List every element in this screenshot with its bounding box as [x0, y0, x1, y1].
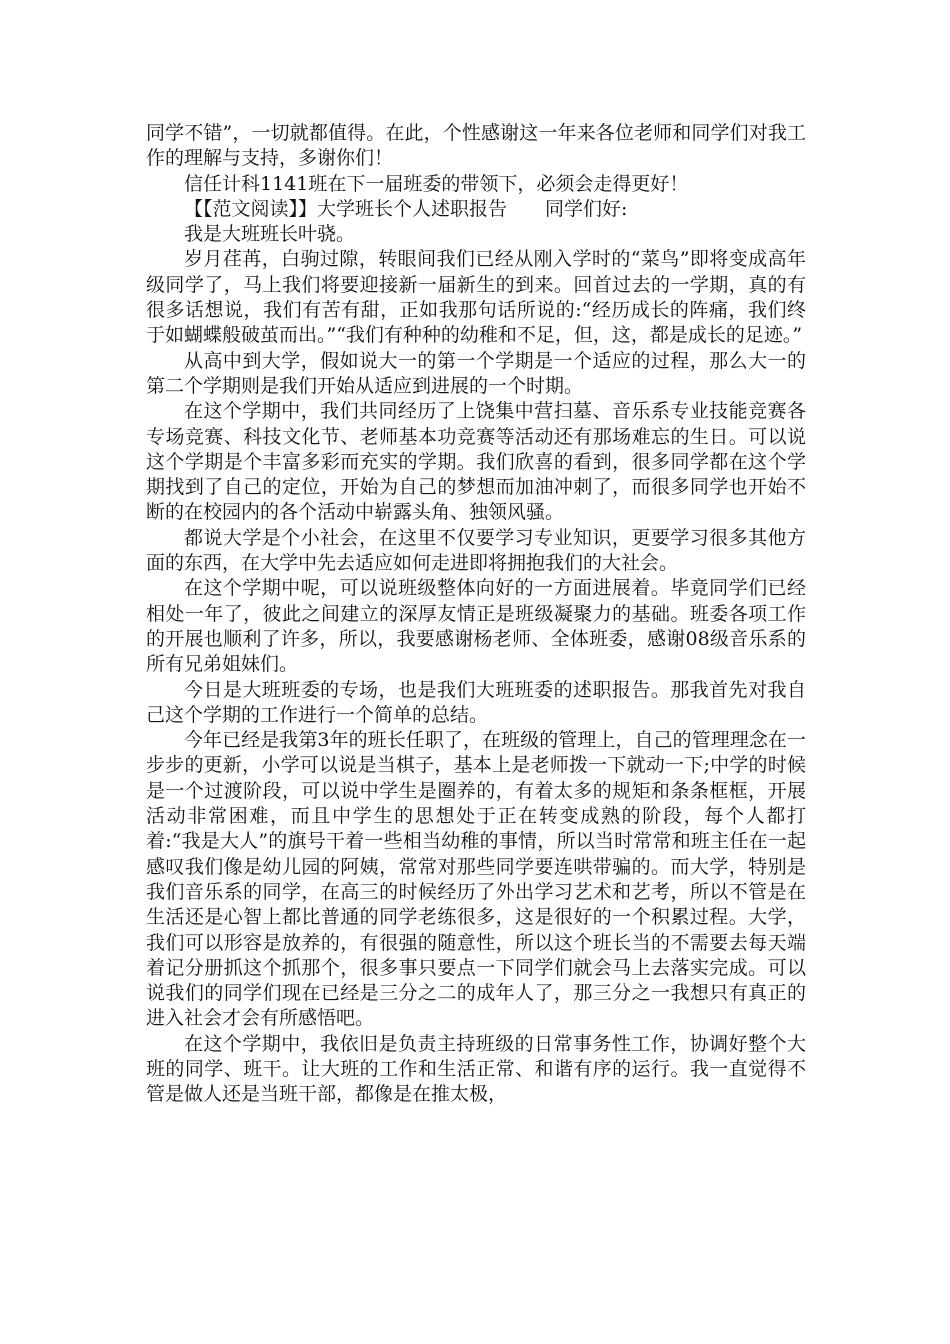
paragraph-semester-activities: 在这个学期中，我们共同经历了上饶集中营扫墓、音乐系专业技能竞赛各专场竞赛、科技文化节、老师基本功竞赛等活动还有那场难忘的生日。可以说这个学期是个丰富多彩而充实的学期。我们欣喜的看到，很多同学都在这个学期找到了自己的定位，开始为自己的梦想而加油冲刺了，而很多同学也开始不断的在校园内的各个活动中崭露头角、独领风骚。: [146, 400, 806, 524]
paragraph-sample-heading: 【【范文阅读】】大学班长个人述职报告 同学们好:: [184, 197, 628, 220]
paragraph-self-intro: 我是大班班长叶骁。: [184, 223, 356, 246]
paragraph-trust-statement: 信任计科1141班在下一届班委的带领下，必须会走得更好！: [184, 172, 689, 195]
paragraph-monitor-experience: 今年已经是我第3年的班长任职了，在班级的管理上，自己的管理理念在一步步的更新，小学可以说是当棋子，基本上是老师拨一下就动一下;中学的时候是一个过渡阶段，可以说中学生是圈养的，有着太多的规矩和条条框框，开展活动非常困难，而且中学生的思想处于正在转变成熟的阶段，每个人都打着:“我是大人”的旗号干着一些相当幼稚的事情，所以当时常常和班主任在一起感叹我们像是幼儿园的阿姨，常常对那些同学要连哄带骗的。而大学，特别是我们音乐系的同学，在高三的时候经历了外出学习艺术和艺考，所以不管是在生活还是心智上都比普通的同学老练很多，这是很好的一个积累过程。大学，我们可以形容是放养的，有很强的随意性，所以这个班长当的不需要去每天端着记分册抓这个抓那个，很多事只要点一下同学们就会马上去落实完成。可以说我们的同学们现在已经是三分之二的成年人了，那三分之一我想只有真正的进入社会才会有所感悟吧。: [146, 729, 806, 1030]
paragraph-continuation: 同学不错”，一切就都值得。在此，个性感谢这一年来各位老师和同学们对我工作的理解与支持，多谢你们！: [146, 122, 806, 170]
paragraph-class-progress: 在这个学期中呢，可以说班级整体向好的一方面进展着。毕竟同学们已经相处一年了，彼此之间建立的深厚友情正是班级凝聚力的基础。班委各项工作的开展也顺利了许多，所以，我要感谢杨老师、全体班委，感谢08级音乐系的所有兄弟姐妹们。: [146, 577, 806, 676]
document-body: [146, 121, 806, 1108]
paragraph-daily-work: 在这个学期中，我依旧是负责主持班级的日常事务性工作，协调好整个大班的同学、班干。让大班的工作和生活正常、和谐有序的运行。我一直觉得不管是做人还是当班干部，都像是在推太极，: [146, 1032, 806, 1106]
paragraph-time-flies: 岁月荏苒，白驹过隙，转眼间我们已经从刚入学时的“菜鸟”即将变成高年级同学了，马上我们将要迎接新一届新生的到来。回首过去的一学期，真的有很多话想说，我们有苦有甜，正如我那句话所说的:“经历成长的阵痛，我们终于如蝴蝶般破茧而出。”“我们有种种的幼稚和不足，但，这，都是成长的足迹。”: [146, 248, 806, 347]
paragraph-report-intro: 今日是大班班委的专场，也是我们大班班委的述职报告。那我首先对我自己这个学期的工作进行一个简单的总结。: [146, 678, 806, 726]
paragraph-high-school-to-college: 从高中到大学，假如说大一的第一个学期是一个适应的过程，那么大一的第二个学期则是我们开始从适应到进展的一个时期。: [146, 349, 806, 397]
paragraph-small-society: 都说大学是个小社会，在这里不仅要学习专业知识，更要学习很多其他方面的东西，在大学中先去适应如何走进即将拥抱我们的大社会。: [146, 526, 806, 575]
